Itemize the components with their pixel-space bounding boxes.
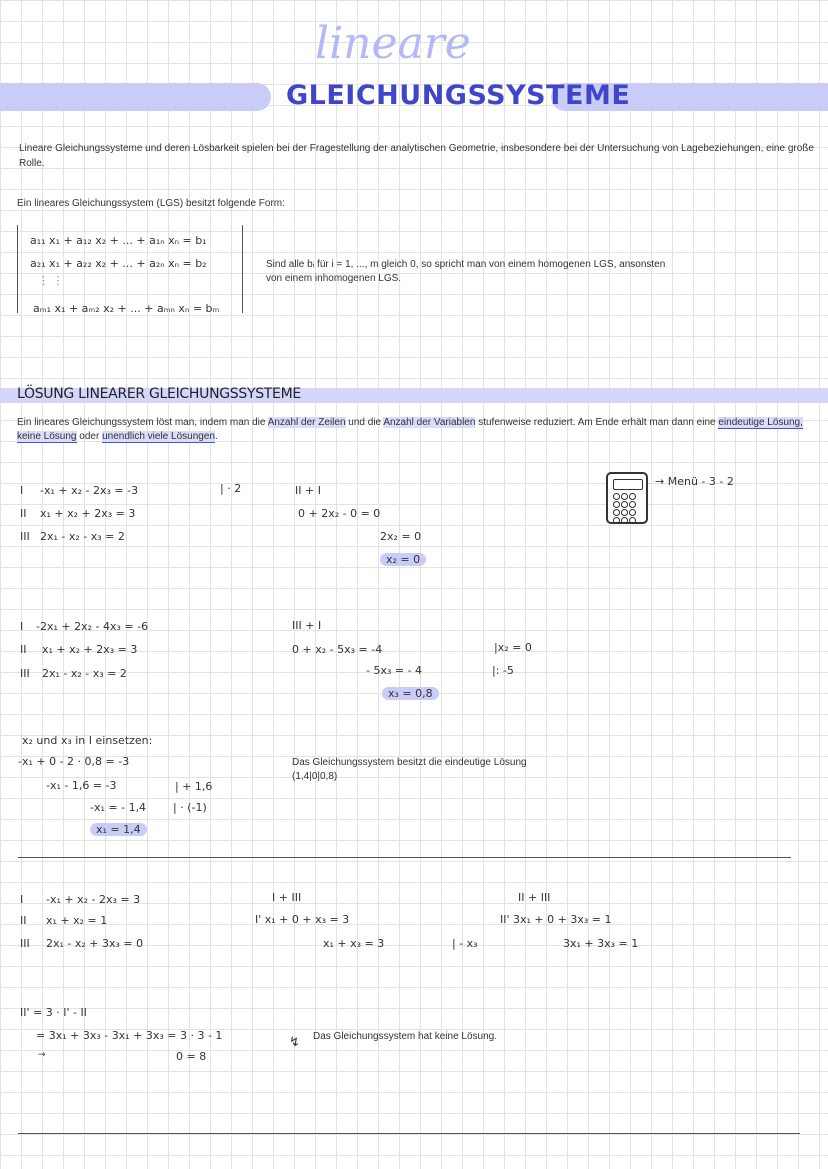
ex2-s1-note: | - x₃ [452, 937, 478, 950]
ex1b-step-1: 0 + x₂ - 5x₃ = -4 [292, 643, 383, 656]
ex1b-label-3: III [20, 667, 30, 680]
section-title: LÖSUNG LINEARER GLEICHUNGSSYSTEME [17, 386, 301, 402]
calculator-icon [606, 472, 648, 524]
unique-answer-line-1: Das Gleichungssystem besitzt die eindeutige Lösung [292, 757, 527, 768]
ex2-s2-line-1: II' 3x₁ + 0 + 3x₃ = 1 [500, 913, 612, 926]
intro-form-line: Ein lineares Gleichungssystem (LGS) besitzt folgende Form: [17, 198, 285, 209]
ex2-label-1: I [20, 893, 24, 906]
sub-line-2-note: | + 1,6 [175, 780, 213, 793]
section-text-1b: und die [345, 417, 384, 428]
ex1-label-2: II [20, 507, 27, 520]
divider-2 [18, 1133, 800, 1134]
form-row-2: a₂₁ x₁ + a₂₂ x₂ + ... + a₂ₙ xₙ = b₂ [30, 257, 207, 270]
sub-line-1: -x₁ + 0 - 2 · 0,8 = -3 [18, 755, 130, 768]
ex1b-result: x₃ = 0,8 [382, 687, 439, 700]
calculator-note: → Menü - 3 - 2 [655, 475, 734, 488]
ex1-eq-1: -x₁ + x₂ - 2x₃ = -3 [40, 484, 139, 497]
highlight-variables: Anzahl der Variablen [383, 417, 476, 428]
ex2-eq-3: 2x₁ - x₂ + 3x₃ = 0 [46, 937, 144, 950]
ex2-s1-line-1: I' x₁ + 0 + x₃ = 3 [255, 913, 350, 926]
ex1-label-1: I [20, 484, 24, 497]
sub-line-3: -x₁ = - 1,4 [90, 801, 147, 814]
divider-1 [18, 857, 791, 858]
unique-answer-line-2: (1,4|0|0,8) [292, 771, 338, 782]
section-text-1c: stufenweise reduziert. Am Ende erhält man dann eine [475, 417, 719, 428]
ex1b-step-head: III + I [292, 619, 322, 632]
ex2-label-2: II [20, 914, 27, 927]
title-left-bar [0, 83, 271, 111]
ex1-step-2: 2x₂ = 0 [380, 530, 422, 543]
section-text-2c: . [214, 431, 218, 442]
ex1-eq-2: x₁ + x₂ + 2x₃ = 3 [40, 507, 136, 520]
sub-head: x₂ und x₃ in I einsetzen: [22, 734, 153, 747]
main-title: GLEICHUNGSSYSTEME [286, 80, 631, 111]
ex1b-step-1-note: |x₂ = 0 [494, 641, 532, 654]
ex1-result: x₂ = 0 [380, 553, 426, 566]
highlight-infinite: unendlich viele Lösungen [102, 431, 215, 442]
ex1b-eq-2: x₁ + x₂ + 2x₃ = 3 [42, 643, 138, 656]
ex1b-label-2: II [20, 643, 27, 656]
form-row-m: aₘ₁ x₁ + aₘ₂ x₂ + ... + aₘₙ xₙ = bₘ [33, 302, 220, 315]
ex1-step-1: 0 + 2x₂ - 0 = 0 [298, 507, 381, 520]
ex1-step-head: II + I [295, 484, 321, 497]
ex2-combine-line-2: 0 = 8 [176, 1050, 207, 1063]
ex2-eq-2: x₁ + x₂ = 1 [46, 914, 108, 927]
ex1-eq-3: 2x₁ - x₂ - x₃ = 2 [40, 530, 125, 543]
no-solution-answer: Das Gleichungssystem hat keine Lösung. [313, 1031, 497, 1042]
intro-line-1: Lineare Gleichungssysteme und deren Lösbarkeit spielen bei der Fragestellung der analytischen Geometrie, insbesondere bei der Untersuchung von Lagebeziehungen, eine große [19, 143, 814, 154]
sub-line-3-note: | · (-1) [173, 801, 207, 814]
form-dots: ⋮ ⋮ [38, 274, 64, 287]
form-left-rule [17, 225, 18, 313]
ex2-combine-head: II' = 3 · I' - II [20, 1006, 87, 1019]
ex1b-step-2: - 5x₃ = - 4 [366, 664, 423, 677]
section-text-line-2 [17, 431, 218, 442]
ex2-s1-head: I + III [272, 891, 302, 904]
ex1-label-3: III [20, 530, 30, 543]
ex1b-step-2-note: |: -5 [492, 664, 514, 677]
form-row-1: a₁₁ x₁ + a₁₂ x₂ + ... + a₁ₙ xₙ = b₁ [30, 234, 207, 247]
contradiction-icon: ↯ [289, 1035, 300, 1050]
ex1b-eq-1: -2x₁ + 2x₂ - 4x₃ = -6 [36, 620, 149, 633]
ex1b-label-1: I [20, 620, 24, 633]
section-text-1a: Ein lineares Gleichungssystem löst man, indem man die [17, 417, 268, 428]
form-right-rule [242, 225, 243, 313]
ex2-combine-line-1: = 3x₁ + 3x₃ - 3x₁ + 3x₃ = 3 · 3 - 1 [36, 1029, 223, 1042]
ex2-eq-1: -x₁ + x₂ - 2x₃ = 3 [46, 893, 141, 906]
form-note-1: Sind alle bᵢ für i = 1, ..., m gleich 0, so spricht man von einem homogenen LGS, ansonsten [266, 259, 666, 270]
highlight-unique: eindeutige Lösung, [718, 417, 803, 428]
ex2-combine-arrow: → [38, 1050, 46, 1060]
intro-line-2: Rolle. [19, 158, 45, 169]
ex2-label-3: III [20, 937, 30, 950]
ex2-s2-line-2: 3x₁ + 3x₃ = 1 [563, 937, 639, 950]
ex2-s1-line-2: x₁ + x₃ = 3 [323, 937, 385, 950]
ex1b-eq-3: 2x₁ - x₂ - x₃ = 2 [42, 667, 127, 680]
ex1-op-1: | · 2 [220, 482, 242, 495]
sub-result: x₁ = 1,4 [90, 823, 147, 836]
section-text-line-1 [17, 417, 803, 428]
highlight-rows: Anzahl der Zeilen [267, 417, 346, 428]
section-text-2b: oder [76, 431, 103, 442]
ex2-s2-head: II + III [518, 891, 551, 904]
form-note-2: von einem inhomogenen LGS. [266, 273, 402, 284]
script-title: lineare [315, 18, 471, 69]
sub-line-2: -x₁ - 1,6 = -3 [46, 779, 117, 792]
highlight-none: keine Lösung [17, 431, 77, 442]
